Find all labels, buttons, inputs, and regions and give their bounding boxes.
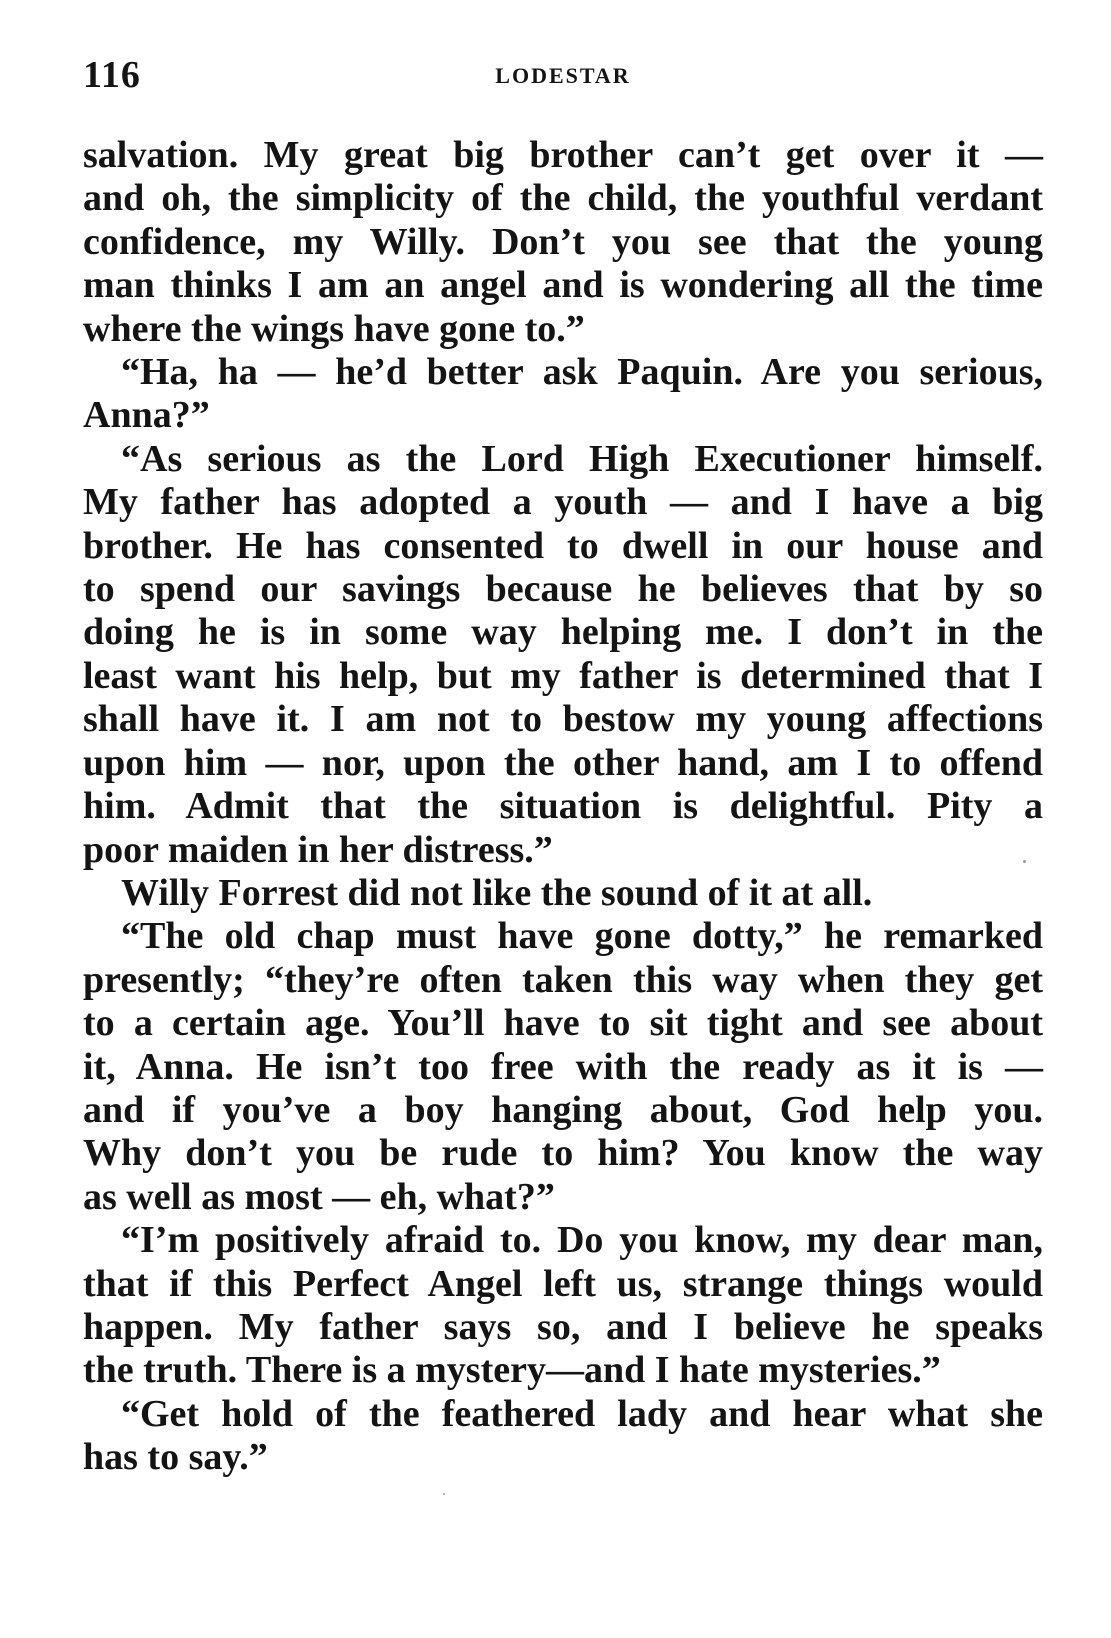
paragraph: [83, 915, 1043, 1219]
page-body: [83, 134, 1043, 1480]
text-line: Anna?”: [83, 394, 210, 437]
text-line: poor maiden in her distress.”: [83, 828, 553, 871]
text-line: “Ha, ha — he’d better ask Paquin. Are you serious,: [121, 351, 1043, 394]
text-line: happen. My father says so, and I believe he speaks: [83, 1305, 1043, 1348]
text-line: “As serious as the Lord High Executioner himself.: [121, 437, 1043, 480]
text-line: “Get hold of the feathered lady and hear what she: [121, 1392, 1043, 1435]
text-line: confidence, my Willy. Don’t you see that the young: [83, 220, 1043, 263]
scan-speck: [1023, 860, 1026, 863]
paragraph: [83, 1393, 1043, 1480]
text-line: upon him — nor, upon the other hand, am I to offend: [83, 741, 1043, 784]
text-line: “I’m positively afraid to. Do you know, my dear man,: [121, 1219, 1043, 1262]
paragraph: [83, 1219, 1043, 1393]
text-line: Willy Forrest did not like the sound of it at all.: [121, 871, 873, 914]
text-line: it, Anna. He isn’t too free with the ready as it is —: [83, 1045, 1043, 1088]
text-line: salvation. My great big brother can’t get over it —: [83, 134, 1043, 176]
text-line: him. Admit that the situation is delightful. Pity a: [83, 785, 1043, 828]
text-line: doing he is in some way helping me. I don’t in the: [83, 611, 1043, 654]
text-line: where the wings have gone to.”: [83, 307, 585, 350]
text-line: “The old chap must have gone dotty,” he remarked: [121, 915, 1043, 958]
text-line: has to say.”: [83, 1436, 268, 1479]
page-header: [83, 50, 1043, 100]
text-line: least want his help, but my father is determined that I: [83, 654, 1043, 697]
text-line: and oh, the simplicity of the child, the youthful verdant: [83, 177, 1043, 220]
text-line: brother. He has consented to dwell in our house and: [83, 524, 1043, 567]
text-line: that if this Perfect Angel left us, strange things would: [83, 1262, 1043, 1305]
text-line: to a certain age. You’ll have to sit tight and see about: [83, 1002, 1043, 1045]
text-line: as well as most — eh, what?”: [83, 1175, 555, 1218]
paragraph: [83, 134, 1043, 351]
text-line: the truth. There is a mystery—and I hate mysteries.”: [83, 1349, 941, 1392]
running-title: LODESTAR: [495, 63, 631, 88]
text-line: to spend our savings because he believes that by so: [83, 568, 1043, 611]
text-line: man thinks I am an angel and is wondering all the time: [83, 264, 1043, 307]
page-number: 116: [83, 54, 141, 96]
paragraph: [83, 438, 1043, 872]
scan-speck: [443, 1493, 445, 1495]
paragraph: [83, 872, 1043, 915]
paragraph: [83, 351, 1043, 438]
text-line: presently; “they’re often taken this way when they get: [83, 958, 1043, 1001]
text-line: Why don’t you be rude to him? You know the way: [83, 1132, 1043, 1175]
text-line: My father has adopted a youth — and I have a big: [83, 481, 1043, 524]
text-line: shall have it. I am not to bestow my young affections: [83, 698, 1043, 741]
text-line: and if you’ve a boy hanging about, God help you.: [83, 1088, 1043, 1131]
